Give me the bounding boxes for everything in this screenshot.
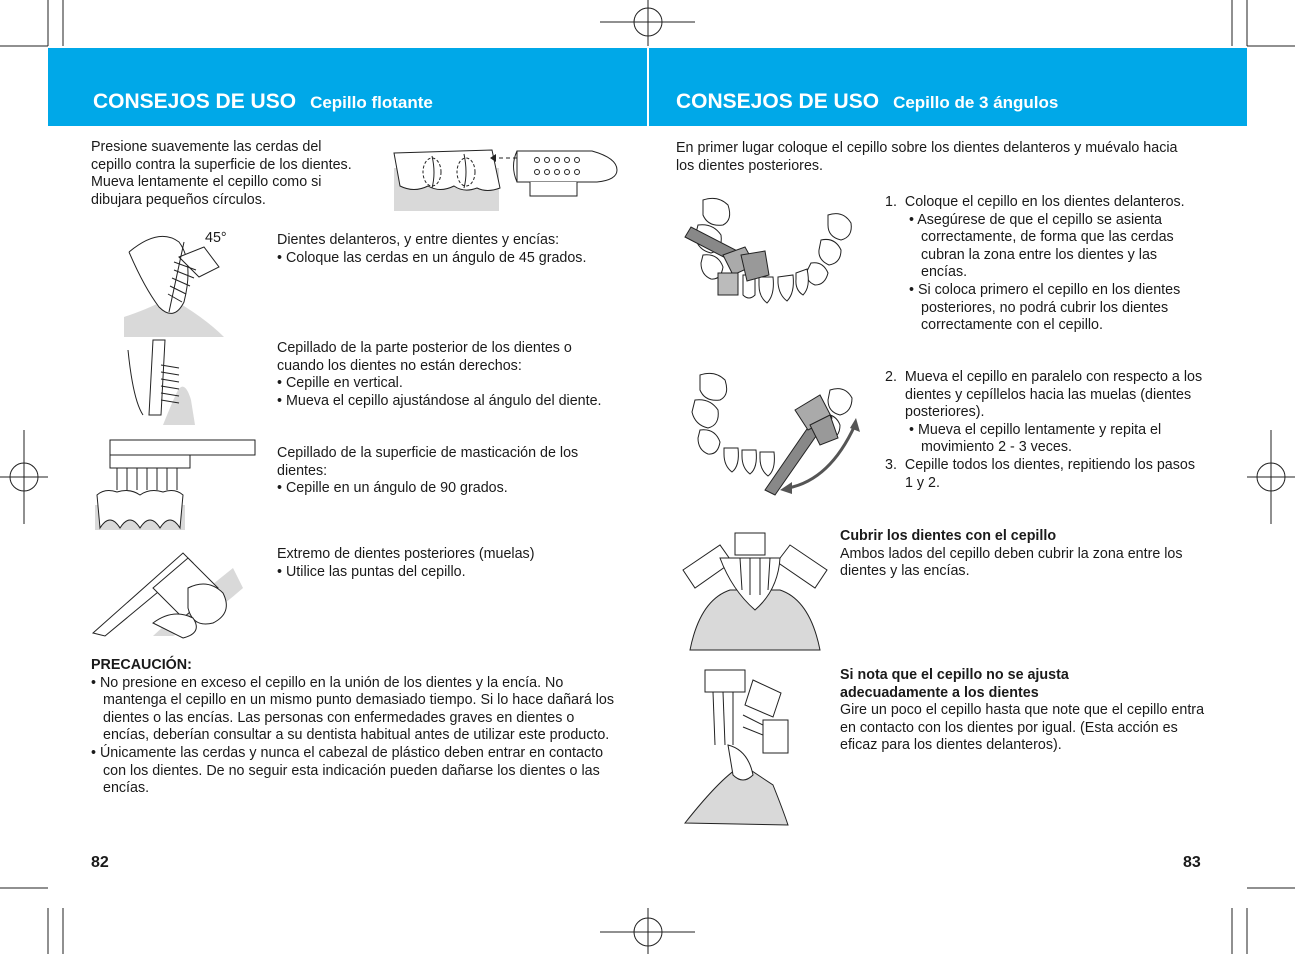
step-3-num: 3. [885, 456, 897, 473]
step-1 [879, 194, 1199, 335]
section-title: Cepillado de la parte posterior de los dientes o cuando los dientes no están derechos: [277, 340, 572, 374]
brush-circles-illustration [392, 148, 622, 213]
caution-bullet: • Únicamente las cerdas y nunca el cabezal de plástico deben entrar en contacto con los dientes. De no seguir esta indicación pueden dañarse los dientes o las encías. [91, 744, 604, 797]
cover-title: Cubrir los dientes con el cepillo [840, 528, 1057, 544]
step-2-num: 2. [885, 369, 897, 385]
intro-line: dibujara pequeños círculos. [91, 191, 266, 208]
cover-section [840, 528, 1205, 581]
page-number-left: 82 [91, 854, 109, 871]
left-subtitle: Cepillo flotante [310, 93, 433, 112]
adjust-title: Si nota que el cepillo no se ajusta adecuadamente a los dientes [840, 667, 1069, 701]
section-chewing [277, 445, 617, 498]
right-title: CONSEJOS DE USO [676, 90, 880, 113]
step-1-bullet: • Asegúrese de que el cepillo se asienta correctamente, de forma que las cerdas cubran la zona entre los dientes y las encías. [909, 211, 1174, 281]
step-3-body: Cepille todos los dientes, repitiendo los pasos 1 y 2. [904, 456, 1195, 491]
vertical-brush-illustration [123, 340, 203, 425]
section-bullet: • Cepille en vertical. [277, 375, 403, 392]
arch-molar-illustration [680, 370, 865, 495]
step-1-body: Coloque el cepillo en los dientes delanteros. [904, 194, 1185, 210]
section-molars [277, 546, 617, 581]
intro-line: Mueva lentamente el cepillo como si [91, 174, 322, 191]
step-1-bullet: • Si coloca primero el cepillo en los dientes posteriores, no podrá cubrir los dientes correctamente con el cepillo. [909, 281, 1181, 334]
page-number-right: 83 [1183, 854, 1201, 871]
adjust-section [840, 667, 1208, 755]
arch-front-illustration [683, 195, 868, 305]
right-header-title [676, 90, 1058, 114]
caution-block [91, 657, 623, 798]
cover-teeth-illustration [680, 530, 830, 650]
intro-line: cepillo contra la superficie de los dientes. [91, 156, 352, 173]
right-subtitle: Cepillo de 3 ángulos [893, 93, 1059, 112]
step-2-body: Mueva el cepillo en paralelo con respecto a los dientes y cepíllelos hacia las muelas (dientes posteriores). [904, 369, 1203, 421]
header-band-right [649, 48, 1247, 126]
intro-text [91, 139, 391, 209]
section-bullet: • Coloque las cerdas en un ángulo de 45 grados. [277, 249, 587, 266]
step-1-text [879, 194, 1199, 212]
cover-text: Ambos lados del cepillo deben cubrir la zona entre los dientes y las encías. [840, 545, 1183, 580]
caution-bullet: • No presione en exceso el cepillo en la unión de los dientes y la encía. No mantenga el cepillo en un mismo punto demasiado tiempo. Si lo hace dañará los dientes o las encías. Las personas con enfermedades graves en dientes o encías, deberían consultar a su dentista habitual antes de utilizar este producto. [91, 674, 615, 744]
chewing-surface-illustration [95, 440, 255, 530]
intro-line: Presione suavemente las cerdas del [91, 139, 322, 155]
section-bullet: • Utilice las puntas del cepillo. [277, 563, 466, 580]
section-bullet: • Cepille en un ángulo de 90 grados. [277, 480, 508, 497]
left-title: CONSEJOS DE USO [93, 90, 297, 113]
step-2-text [879, 369, 1204, 422]
section-front-teeth [277, 232, 622, 267]
section-title: Cepillado de la superficie de masticación de los dientes: [277, 445, 579, 479]
section-title: Dientes delanteros, y entre dientes y encías: [277, 232, 560, 248]
section-title: Extremo de dientes posteriores (muelas) [277, 546, 535, 562]
left-header-title [93, 90, 433, 114]
angle-label: 45° [205, 230, 227, 246]
right-intro: En primer lugar coloque el cepillo sobre los dientes delanteros y muévalo hacia los dientes posteriores. [676, 140, 1178, 174]
adjust-text: Gire un poco el cepillo hasta que note que el cepillo entra en contacto con los dientes por igual. (Esta acción es eficaz para los dientes delanteros). [840, 702, 1205, 754]
molar-tips-illustration [93, 548, 243, 638]
header-band-left [48, 48, 647, 126]
step-2 [879, 369, 1204, 492]
step-2-bullet: • Mueva el cepillo lentamente y repita el movimiento 2 - 3 veces. [909, 421, 1162, 456]
step-1-num: 1. [885, 194, 897, 210]
step-3-text [879, 457, 1204, 492]
adjust-brush-illustration [683, 665, 793, 825]
caution-title: PRECAUCIÓN: [91, 657, 192, 673]
section-bullet: • Mueva el cepillo ajustándose al ángulo del diente. [277, 392, 602, 409]
section-back-teeth [277, 340, 607, 410]
